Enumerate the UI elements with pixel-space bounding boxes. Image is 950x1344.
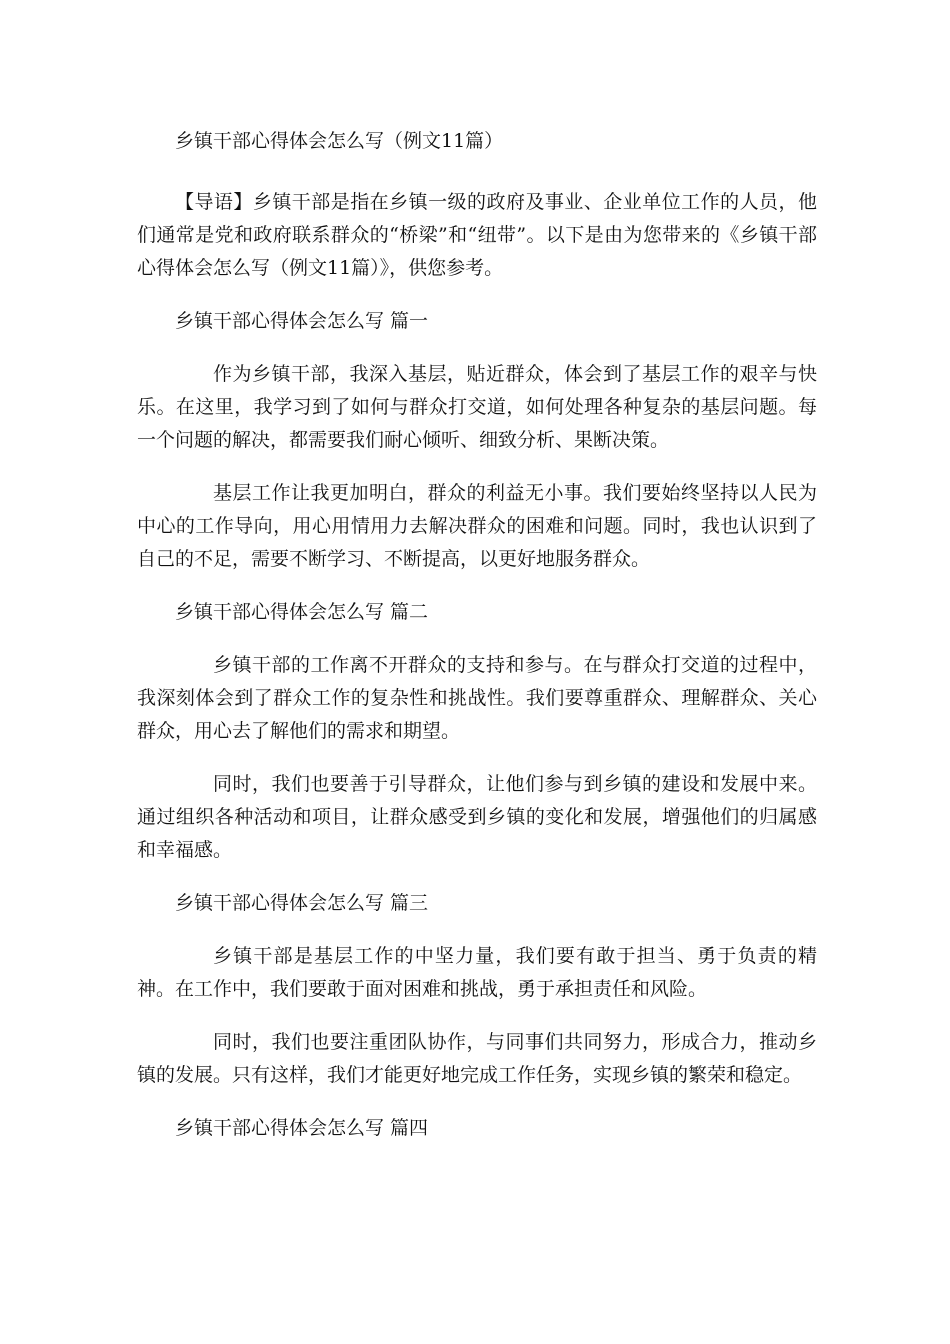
section-3-paragraph-1: 乡镇干部是基层工作的中坚力量，我们要有敢于担当、勇于负责的精神。在工作中，我们要敢于面对困难和挑战，勇于承担责任和风险。 bbox=[137, 945, 817, 1000]
section-heading-2: 乡镇干部心得体会怎么写 篇二 bbox=[175, 601, 429, 623]
section-heading-1: 乡镇干部心得体会怎么写 篇一 bbox=[175, 310, 429, 332]
section-heading-3: 乡镇干部心得体会怎么写 篇三 bbox=[175, 892, 429, 914]
section-2-paragraph-1: 乡镇干部的工作离不开群众的支持和参与。在与群众打交道的过程中，我深刻体会到了群众工作的复杂性和挑战性。我们要尊重群众、理解群众、关心群众，用心去了解他们的需求和期望。 bbox=[137, 654, 817, 742]
document-page bbox=[137, 126, 817, 1165]
section-2-paragraph-2: 同时，我们也要善于引导群众，让他们参与到乡镇的建设和发展中来。通过组织各种活动和项目，让群众感受到乡镇的变化和发展，增强他们的归属感和幸福感。 bbox=[137, 773, 817, 861]
section-3-paragraph-2: 同时，我们也要注重团队协作，与同事们共同努力，形成合力，推动乡镇的发展。只有这样，我们才能更好地完成工作任务，实现乡镇的繁荣和稳定。 bbox=[137, 1031, 817, 1086]
section-1-paragraph-2: 基层工作让我更加明白，群众的利益无小事。我们要始终坚持以人民为中心的工作导向，用心用情用力去解决群众的困难和问题。同时，我也认识到了自己的不足，需要不断学习、不断提高，以更好地服务群众。 bbox=[137, 482, 817, 570]
intro-paragraph: 【导语】乡镇干部是指在乡镇一级的政府及事业、企业单位工作的人员，他们通常是党和政府联系群众的“桥梁”和“纽带”。以下是由为您带来的《乡镇干部心得体会怎么写（例文11篇）》，供您参考。 bbox=[137, 191, 817, 279]
document-title: 乡镇干部心得体会怎么写（例文11篇） bbox=[175, 130, 504, 152]
section-1-paragraph-1: 作为乡镇干部，我深入基层，贴近群众，体会到了基层工作的艰辛与快乐。在这里，我学习到了如何与群众打交道，如何处理各种复杂的基层问题。每一个问题的解决，都需要我们耐心倾听、细致分析、果断决策。 bbox=[137, 363, 817, 451]
section-heading-4: 乡镇干部心得体会怎么写 篇四 bbox=[175, 1117, 429, 1139]
